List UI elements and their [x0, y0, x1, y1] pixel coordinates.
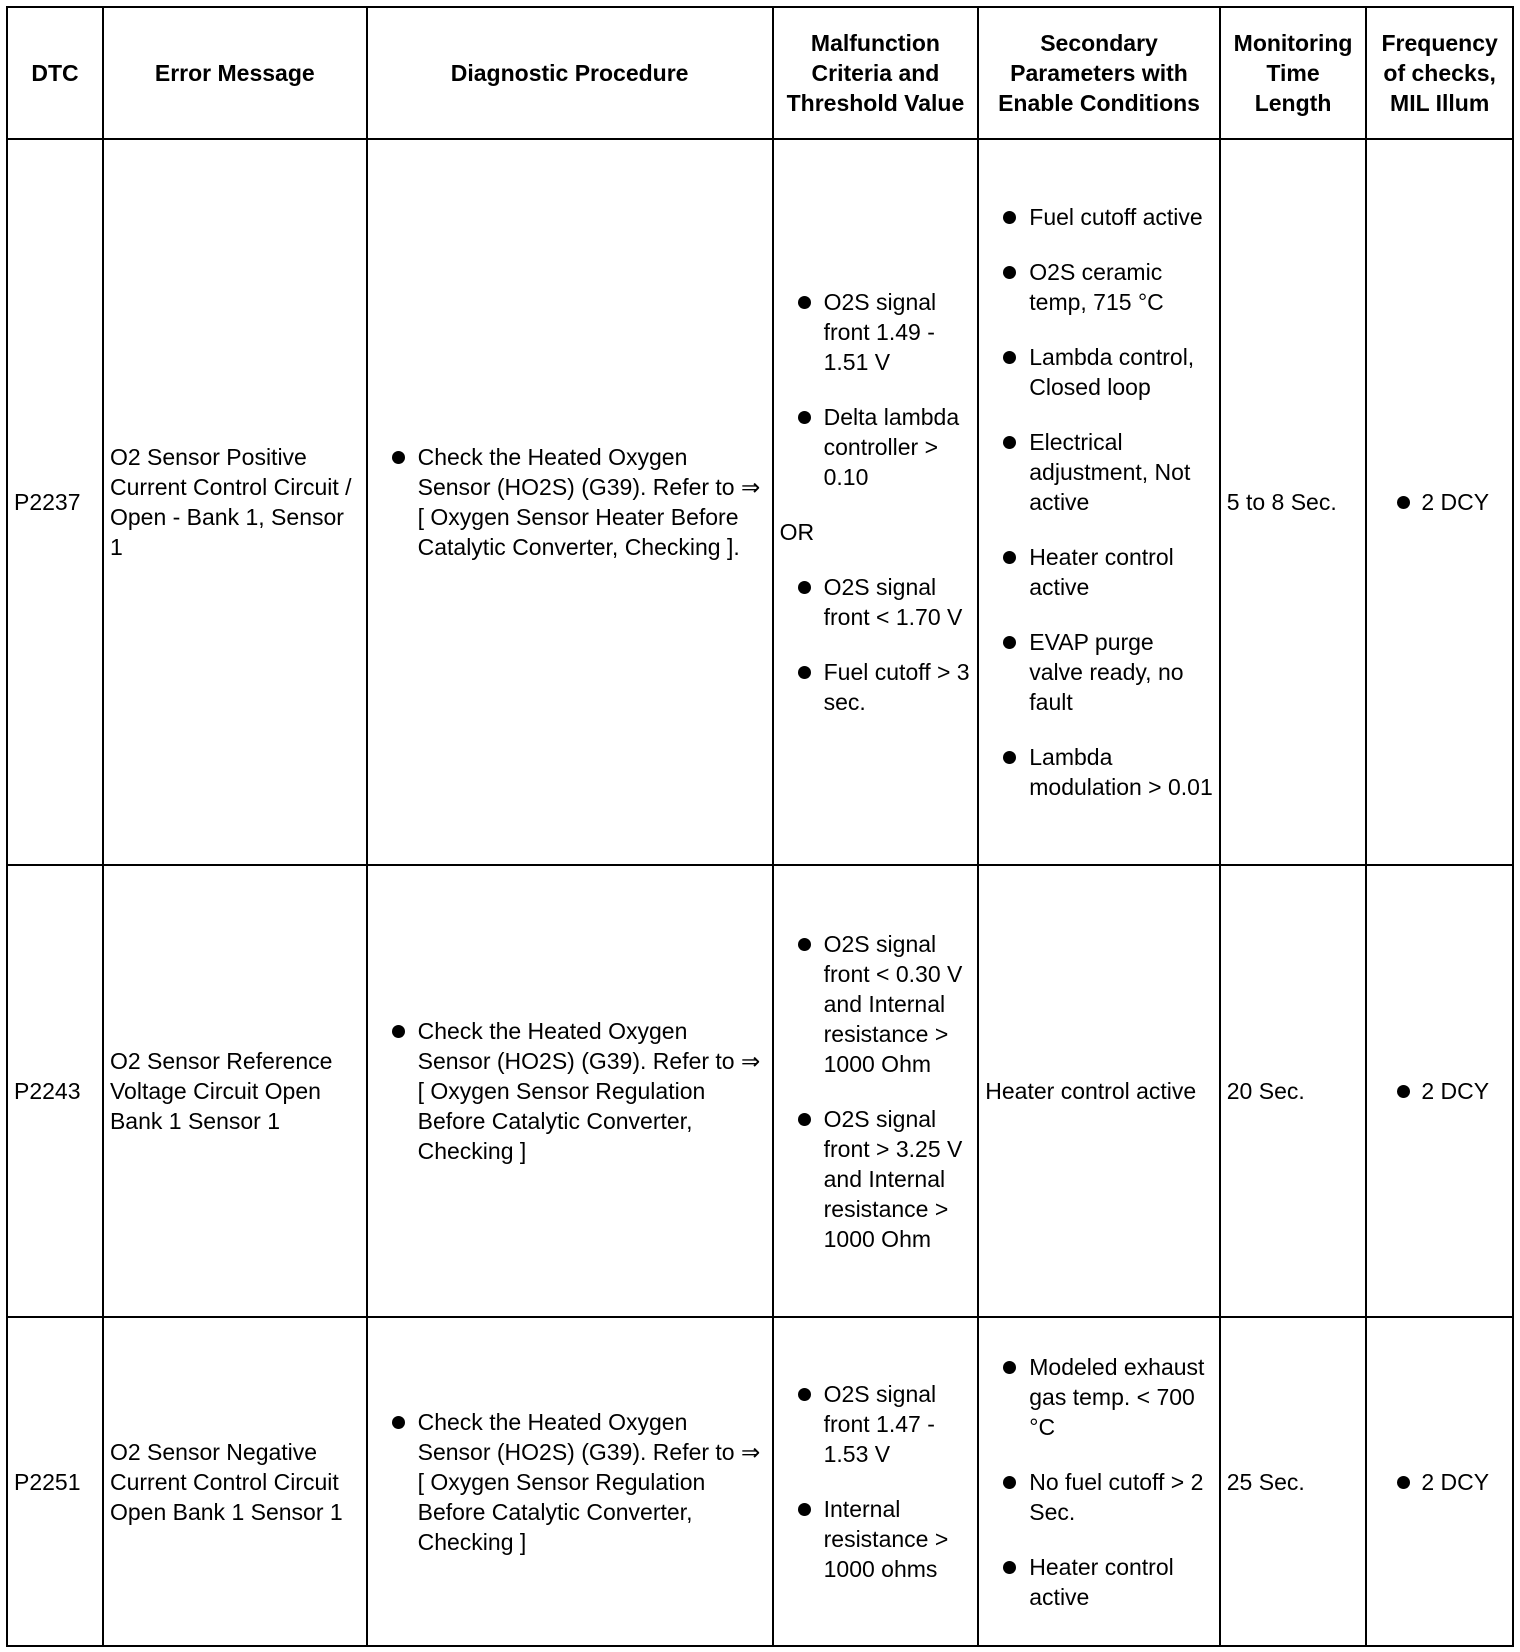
monitoring-time: 25 Sec.	[1220, 1317, 1367, 1646]
procedure-item: Check the Heated Oxygen Sensor (HO2S) (G39). Refer to ⇒ [ Oxygen Sensor Regulation Before Catalytic Converter, Checking ]	[374, 1407, 766, 1557]
secondary-parameters: Heater control active	[978, 865, 1220, 1317]
frequency-cell	[1366, 1317, 1513, 1646]
secondary-item: Lambda control, Closed loop	[985, 342, 1213, 402]
header-row	[7, 7, 1513, 139]
header-frequency: Frequency of checks, MIL Illum	[1366, 7, 1513, 139]
secondary-item: Modeled exhaust gas temp. < 700 °C	[985, 1352, 1213, 1442]
header-monitoring-time: Monitoring Time Length	[1220, 7, 1367, 139]
criteria-item: O2S signal front > 3.25 V and Internal resistance > 1000 Ohm	[780, 1104, 972, 1254]
procedure-item: Check the Heated Oxygen Sensor (HO2S) (G39). Refer to ⇒ [ Oxygen Sensor Heater Before Catalytic Converter, Checking ].	[374, 442, 766, 562]
secondary-item: EVAP purge valve ready, no fault	[985, 627, 1213, 717]
criteria-item: O2S signal front < 1.70 V	[780, 572, 972, 632]
dtc-code: P2237	[7, 139, 103, 865]
criteria-item: O2S signal front 1.47 - 1.53 V	[780, 1379, 972, 1469]
secondary-item: Lambda modulation > 0.01	[985, 742, 1213, 802]
criteria-item: O2S signal front < 0.30 V and Internal resistance > 1000 Ohm	[780, 929, 972, 1079]
criteria-item: Fuel cutoff > 3 sec.	[780, 657, 972, 717]
table-row	[7, 139, 1513, 865]
malfunction-criteria	[773, 865, 979, 1317]
frequency-cell	[1366, 865, 1513, 1317]
dtc-code: P2251	[7, 1317, 103, 1646]
header-malfunction-criteria: Malfunction Criteria and Threshold Value	[773, 7, 979, 139]
secondary-parameters	[978, 139, 1220, 865]
error-message: O2 Sensor Reference Voltage Circuit Open Bank 1 Sensor 1	[103, 865, 367, 1317]
table-row	[7, 865, 1513, 1317]
secondary-item: O2S ceramic temp, 715 °C	[985, 257, 1213, 317]
diagnostic-procedure	[367, 1317, 773, 1646]
malfunction-criteria	[773, 1317, 979, 1646]
or-separator: OR	[779, 519, 815, 545]
secondary-parameters	[978, 1317, 1220, 1646]
dtc-table	[6, 6, 1514, 1647]
secondary-item: No fuel cutoff > 2 Sec.	[985, 1467, 1213, 1527]
monitoring-time: 20 Sec.	[1220, 865, 1367, 1317]
diagnostic-procedure	[367, 865, 773, 1317]
header-diagnostic-procedure: Diagnostic Procedure	[367, 7, 773, 139]
frequency-cell	[1366, 139, 1513, 865]
procedure-item: Check the Heated Oxygen Sensor (HO2S) (G39). Refer to ⇒ [ Oxygen Sensor Regulation Before Catalytic Converter, Checking ]	[374, 1016, 766, 1166]
error-message: O2 Sensor Negative Current Control Circuit Open Bank 1 Sensor 1	[103, 1317, 367, 1646]
secondary-item: Fuel cutoff active	[985, 202, 1213, 232]
malfunction-criteria	[773, 139, 979, 865]
monitoring-time: 5 to 8 Sec.	[1220, 139, 1367, 865]
frequency-item: 2 DCY	[1373, 1076, 1506, 1106]
secondary-item: Heater control active	[985, 1552, 1213, 1612]
frequency-item: 2 DCY	[1373, 1467, 1506, 1497]
header-dtc: DTC	[7, 7, 103, 139]
frequency-item: 2 DCY	[1373, 487, 1506, 517]
secondary-item: Electrical adjustment, Not active	[985, 427, 1213, 517]
header-secondary-parameters: Secondary Parameters with Enable Conditions	[978, 7, 1220, 139]
table-row	[7, 1317, 1513, 1646]
criteria-item: O2S signal front 1.49 - 1.51 V	[780, 287, 972, 377]
secondary-item: Heater control active	[985, 542, 1213, 602]
criteria-item: Delta lambda controller > 0.10	[780, 402, 972, 492]
header-error-message: Error Message	[103, 7, 367, 139]
error-message: O2 Sensor Positive Current Control Circuit / Open - Bank 1, Sensor 1	[103, 139, 367, 865]
dtc-code: P2243	[7, 865, 103, 1317]
diagnostic-procedure	[367, 139, 773, 865]
criteria-item: Internal resistance > 1000 ohms	[780, 1494, 972, 1584]
